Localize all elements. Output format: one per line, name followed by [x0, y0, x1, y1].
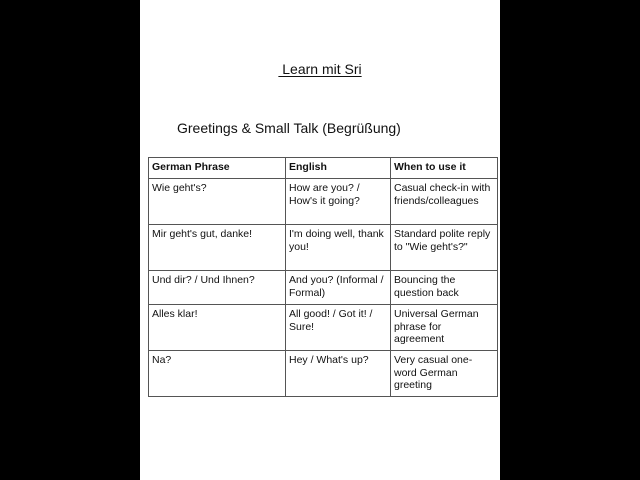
table-row	[149, 305, 498, 351]
english-cell: Hey / What's up?	[286, 351, 391, 397]
table-row	[149, 179, 498, 225]
german-phrase-cell: Alles klar!	[149, 305, 286, 351]
english-cell: All good! / Got it! / Sure!	[286, 305, 391, 351]
document-page	[140, 0, 500, 480]
usage-cell: Standard polite reply to "Wie geht's?"	[391, 225, 498, 271]
usage-cell: Bouncing the question back	[391, 271, 498, 305]
german-phrase-cell: Wie geht's?	[149, 179, 286, 225]
german-phrase-cell: Mir geht's gut, danke!	[149, 225, 286, 271]
table-row	[149, 271, 498, 305]
usage-cell: Very casual one-word German greeting	[391, 351, 498, 397]
header-german-phrase: German Phrase	[149, 158, 286, 179]
german-phrase-cell: Na?	[149, 351, 286, 397]
table-row	[149, 225, 498, 271]
usage-cell: Casual check-in with friends/colleagues	[391, 179, 498, 225]
header-english: English	[286, 158, 391, 179]
table-row	[149, 351, 498, 397]
table-header-row	[149, 158, 498, 179]
usage-cell: Universal German phrase for agreement	[391, 305, 498, 351]
english-cell: How are you? / How's it going?	[286, 179, 391, 225]
header-when-to-use: When to use it	[391, 158, 498, 179]
phrases-table	[148, 157, 498, 397]
document-subtitle: Greetings & Small Talk (Begrüßung)	[177, 120, 401, 136]
german-phrase-cell: Und dir? / Und Ihnen?	[149, 271, 286, 305]
document-title: Learn mit Sri	[278, 61, 362, 77]
english-cell: And you? (Informal / Formal)	[286, 271, 391, 305]
english-cell: I'm doing well, thank you!	[286, 225, 391, 271]
